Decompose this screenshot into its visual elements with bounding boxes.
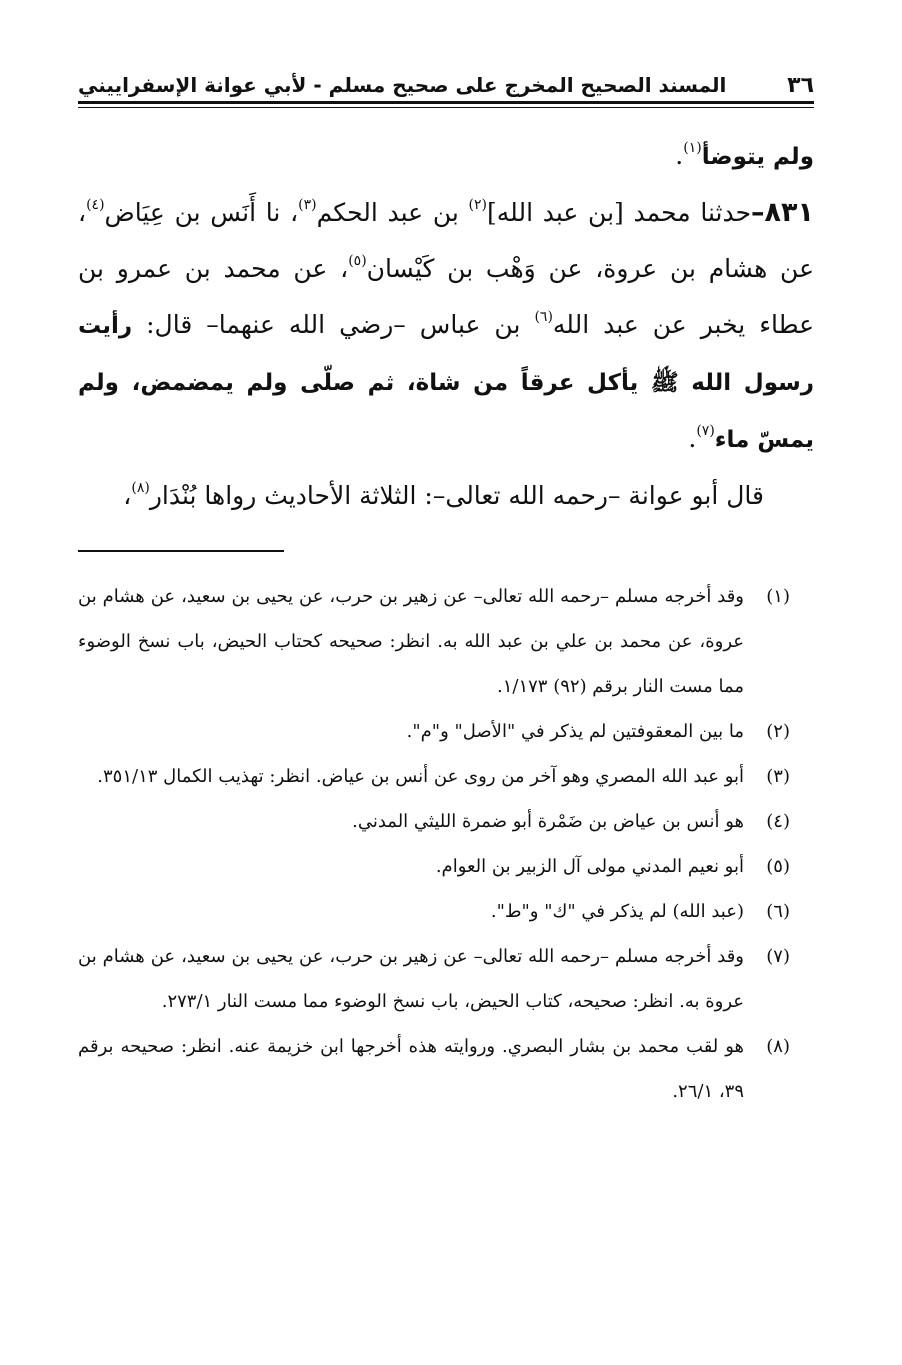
closing-comma: ، [123, 481, 132, 510]
footnote-number: (٧) [766, 946, 790, 967]
page-number: ٣٦ [787, 72, 814, 98]
period: . [688, 424, 697, 453]
footnote-number: (٣) [766, 766, 790, 787]
hadith-text: ، عن محمد بن عمرو بن عطاء يخبر عن عبد الله [78, 254, 814, 339]
footnote-ref: (١) [683, 140, 702, 156]
footnote-text: وقد أخرجه مسلم –رحمه الله تعالى– عن زهير بن حرب، عن يحيى بن سعيد، عن هشام بن عروة به. انظر: صحيحه، كتاب الحيض، باب نسخ الوضوء مما مست النار ٢٧٣/١. [78, 946, 744, 1012]
footnote-text: أبو عبد الله المصري وهو آخر من روى عن أنس بن عياض. انظر: تهذيب الكمال ٣٥١/١٣. [97, 766, 744, 787]
hadith-text: ، نا أَنَس بن عِيَاض [104, 198, 299, 227]
footnote-ref: (٤) [86, 197, 105, 213]
footnote [78, 844, 790, 889]
footnote-ref: (٦) [534, 309, 553, 325]
footnote-text: هو لقب محمد بن بشار البصري. وروايته هذه أخرجها ابن خزيمة عنه. انظر: صحيحه برقم ٣٩، ٢٦/١. [78, 1036, 744, 1102]
footnote [78, 934, 790, 1024]
footnote [78, 1024, 790, 1114]
closing-paragraph [78, 468, 814, 524]
header-rule-thin [78, 107, 814, 108]
footnote-text: وقد أخرجه مسلم –رحمه الله تعالى– عن زهير بن حرب، عن يحيى بن سعيد، عن هشام بن عروة، عن محمد بن علي بن عبد الله به. انظر: صحيحه كحتاب الحيض، باب نسخ الوضوء مما مست النار برقم (٩٢) ١/١٧٣. [78, 586, 744, 697]
period: . [675, 141, 684, 170]
footnote [78, 709, 790, 754]
main-text [78, 128, 814, 524]
footnote-text: (عبد الله) لم يذكر في "ك" و"ط". [490, 901, 744, 922]
hadith-text: بن عباس –رضي الله عنهما– قال: [132, 310, 535, 339]
footnote-number: (٦) [766, 901, 790, 922]
hadith-number: ٨٣١ [764, 197, 814, 228]
hadith-text: ، عن هشام بن عروة، عن وَهْب بن كَيْسان [78, 198, 815, 283]
footnote-number: (٨) [766, 1036, 790, 1057]
running-title: المسند الصحيح المخرج على صحيح مسلم - لأبي عوانة الإسفراييني [78, 73, 727, 97]
footnote-ref: (٧) [696, 423, 715, 439]
hadith-text: حدثنا محمد [بن عبد الله] [487, 198, 752, 227]
footnote-number: (٥) [766, 856, 790, 877]
footnote-text: أبو نعيم المدني مولى آل الزبير بن العوام. [435, 856, 744, 877]
footnote-number: (٤) [766, 811, 790, 832]
hadith-text: بن عبد الحكم [316, 198, 469, 227]
footnote-ref: (٨) [131, 480, 150, 496]
footnotes [78, 574, 790, 1114]
footnote [78, 754, 790, 799]
footnote-text: هو أنس بن عياض بن ضَمْرة أبو ضمرة الليثي المدني. [352, 811, 744, 832]
footnote-ref: (٢) [468, 197, 488, 213]
footnote [78, 799, 790, 844]
footnote [78, 889, 790, 934]
footnote-separator [78, 550, 284, 552]
hadith-dash: – [751, 197, 765, 228]
footnote [78, 574, 790, 709]
footnote-ref: (٥) [348, 253, 367, 269]
intro-line [78, 128, 814, 185]
hadith-paragraph [78, 185, 814, 468]
footnote-number: (١) [766, 586, 790, 607]
header-rule-thick [78, 101, 814, 104]
intro-text: ولم يتوضأ [701, 144, 814, 170]
footnote-ref: (٣) [298, 197, 317, 213]
hadith-matn: رأيت رسول الله ﷺ يأكل عرقاً من شاة، ثم صلّى ولم يمضمض، ولم يمسّ ماء [78, 313, 814, 453]
footnote-number: (٢) [766, 721, 790, 742]
page-header [78, 70, 814, 100]
closing-text: قال أبو عوانة –رحمه الله تعالى–: الثلاثة الأحاديث رواها بُنْدَار [149, 481, 764, 510]
footnote-text: ما بين المعقوفتين لم يذكر في "الأصل" و"م". [406, 721, 744, 742]
